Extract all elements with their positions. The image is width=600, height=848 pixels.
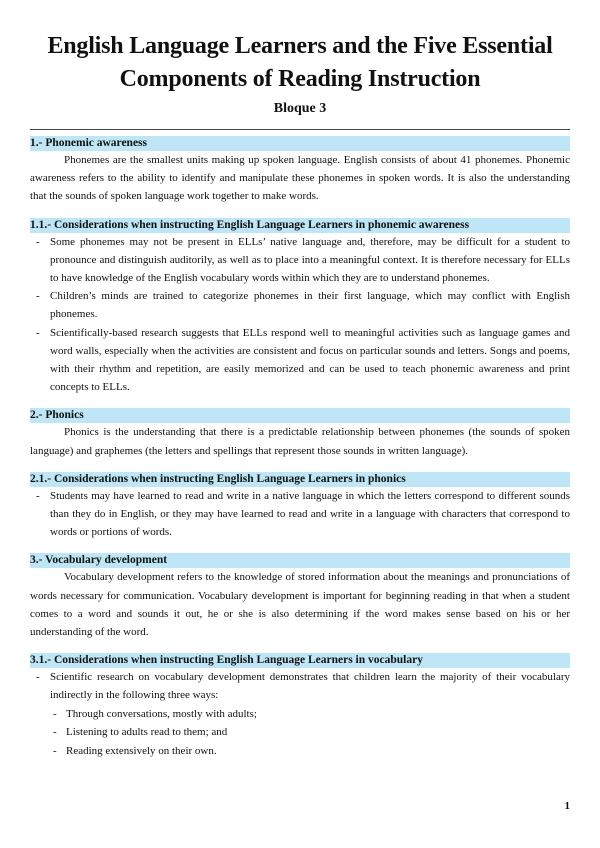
list-item: - Students may have learned to read and write in a native language in which the letters correspond to different sounds than they do in English, or they may have learned to read and write in a language with characters that correspond to words or portions of words.: [30, 487, 570, 542]
sublist-vocabulary-ways: [50, 705, 570, 761]
list-item: - Children’s minds are trained to categorize phonemes in their first language, which may conflict with English phonemes.: [30, 287, 570, 323]
page-number: 1: [564, 800, 570, 812]
list-phonemic-considerations: [30, 233, 570, 397]
sub-list-item: - Through conversations, mostly with adults;: [50, 705, 570, 724]
paragraph-vocabulary: Vocabulary development refers to the knowledge of stored information about the meanings and pronunciations of words necessary for communication. Vocabulary development is important for beginning reading in that when a student comes to a word and sounds it out, he or she is also determining if the word makes sense based on his or her understanding of the word.: [30, 571, 570, 639]
section-heading-vocabulary: 3.- Vocabulary development: [30, 553, 570, 568]
document-page: [30, 30, 570, 760]
list-item: [30, 668, 570, 760]
document-title: English Language Learners and the Five Essential Components of Reading Instruction: [47, 33, 553, 92]
list-item: - Some phonemes may not be present in ELLs’ native language and, therefore, may be difficult for a student to pronounce and distinguish auditorily, as well as to place into a meaningful context. It is therefore necessary for ELLs to have knowledge of the English vocabulary words within which they are to understand phonemes.: [30, 233, 570, 288]
list-phonics-considerations: [30, 487, 570, 542]
list-vocabulary-considerations: [30, 668, 570, 760]
paragraph-phonemic-awareness: Phonemes are the smallest units making up spoken language. English consists of about 41 phonemes. Phonemic awareness refers to the ability to identify and manipulate these phonemes in spoken words. It is also the understanding that the sounds of spoken language work together to make words.: [30, 154, 570, 203]
section-heading-phonics: 2.- Phonics: [30, 408, 570, 423]
section-heading-phonemic-considerations: 1.1.- Considerations when instructing English Language Learners in phonemic awareness: [30, 218, 570, 233]
section-heading-phonics-considerations: 2.1.- Considerations when instructing English Language Learners in phonics: [30, 472, 570, 487]
paragraph-phonics: Phonics is the understanding that there is a predictable relationship between phonemes (the sounds of spoken language) and graphemes (the letters and spellings that represent those sounds in written language).: [30, 426, 570, 457]
section-heading-vocabulary-considerations: 3.1.- Considerations when instructing English Language Learners in vocabulary: [30, 653, 570, 668]
section-heading-phonemic-awareness: 1.- Phonemic awareness: [30, 136, 570, 151]
list-item-text: Scientific research on vocabulary development demonstrates that children learn the majority of their vocabulary indirectly in the following three ways:: [50, 671, 570, 702]
list-item: - Scientifically-based research suggests that ELLs respond well to meaningful activities such as language games and word walls, especially when the activities are consistent and focus on particular sounds and letters. Songs and poems, with their rhythm and repetition, are easily memorized and can be used to teach phonemic awareness and print concepts to ELLs.: [30, 324, 570, 397]
document-subtitle: Bloque 3: [273, 101, 327, 116]
sub-list-item: - Listening to adults read to them; and: [50, 723, 570, 742]
sub-list-item: - Reading extensively on their own.: [50, 742, 570, 761]
